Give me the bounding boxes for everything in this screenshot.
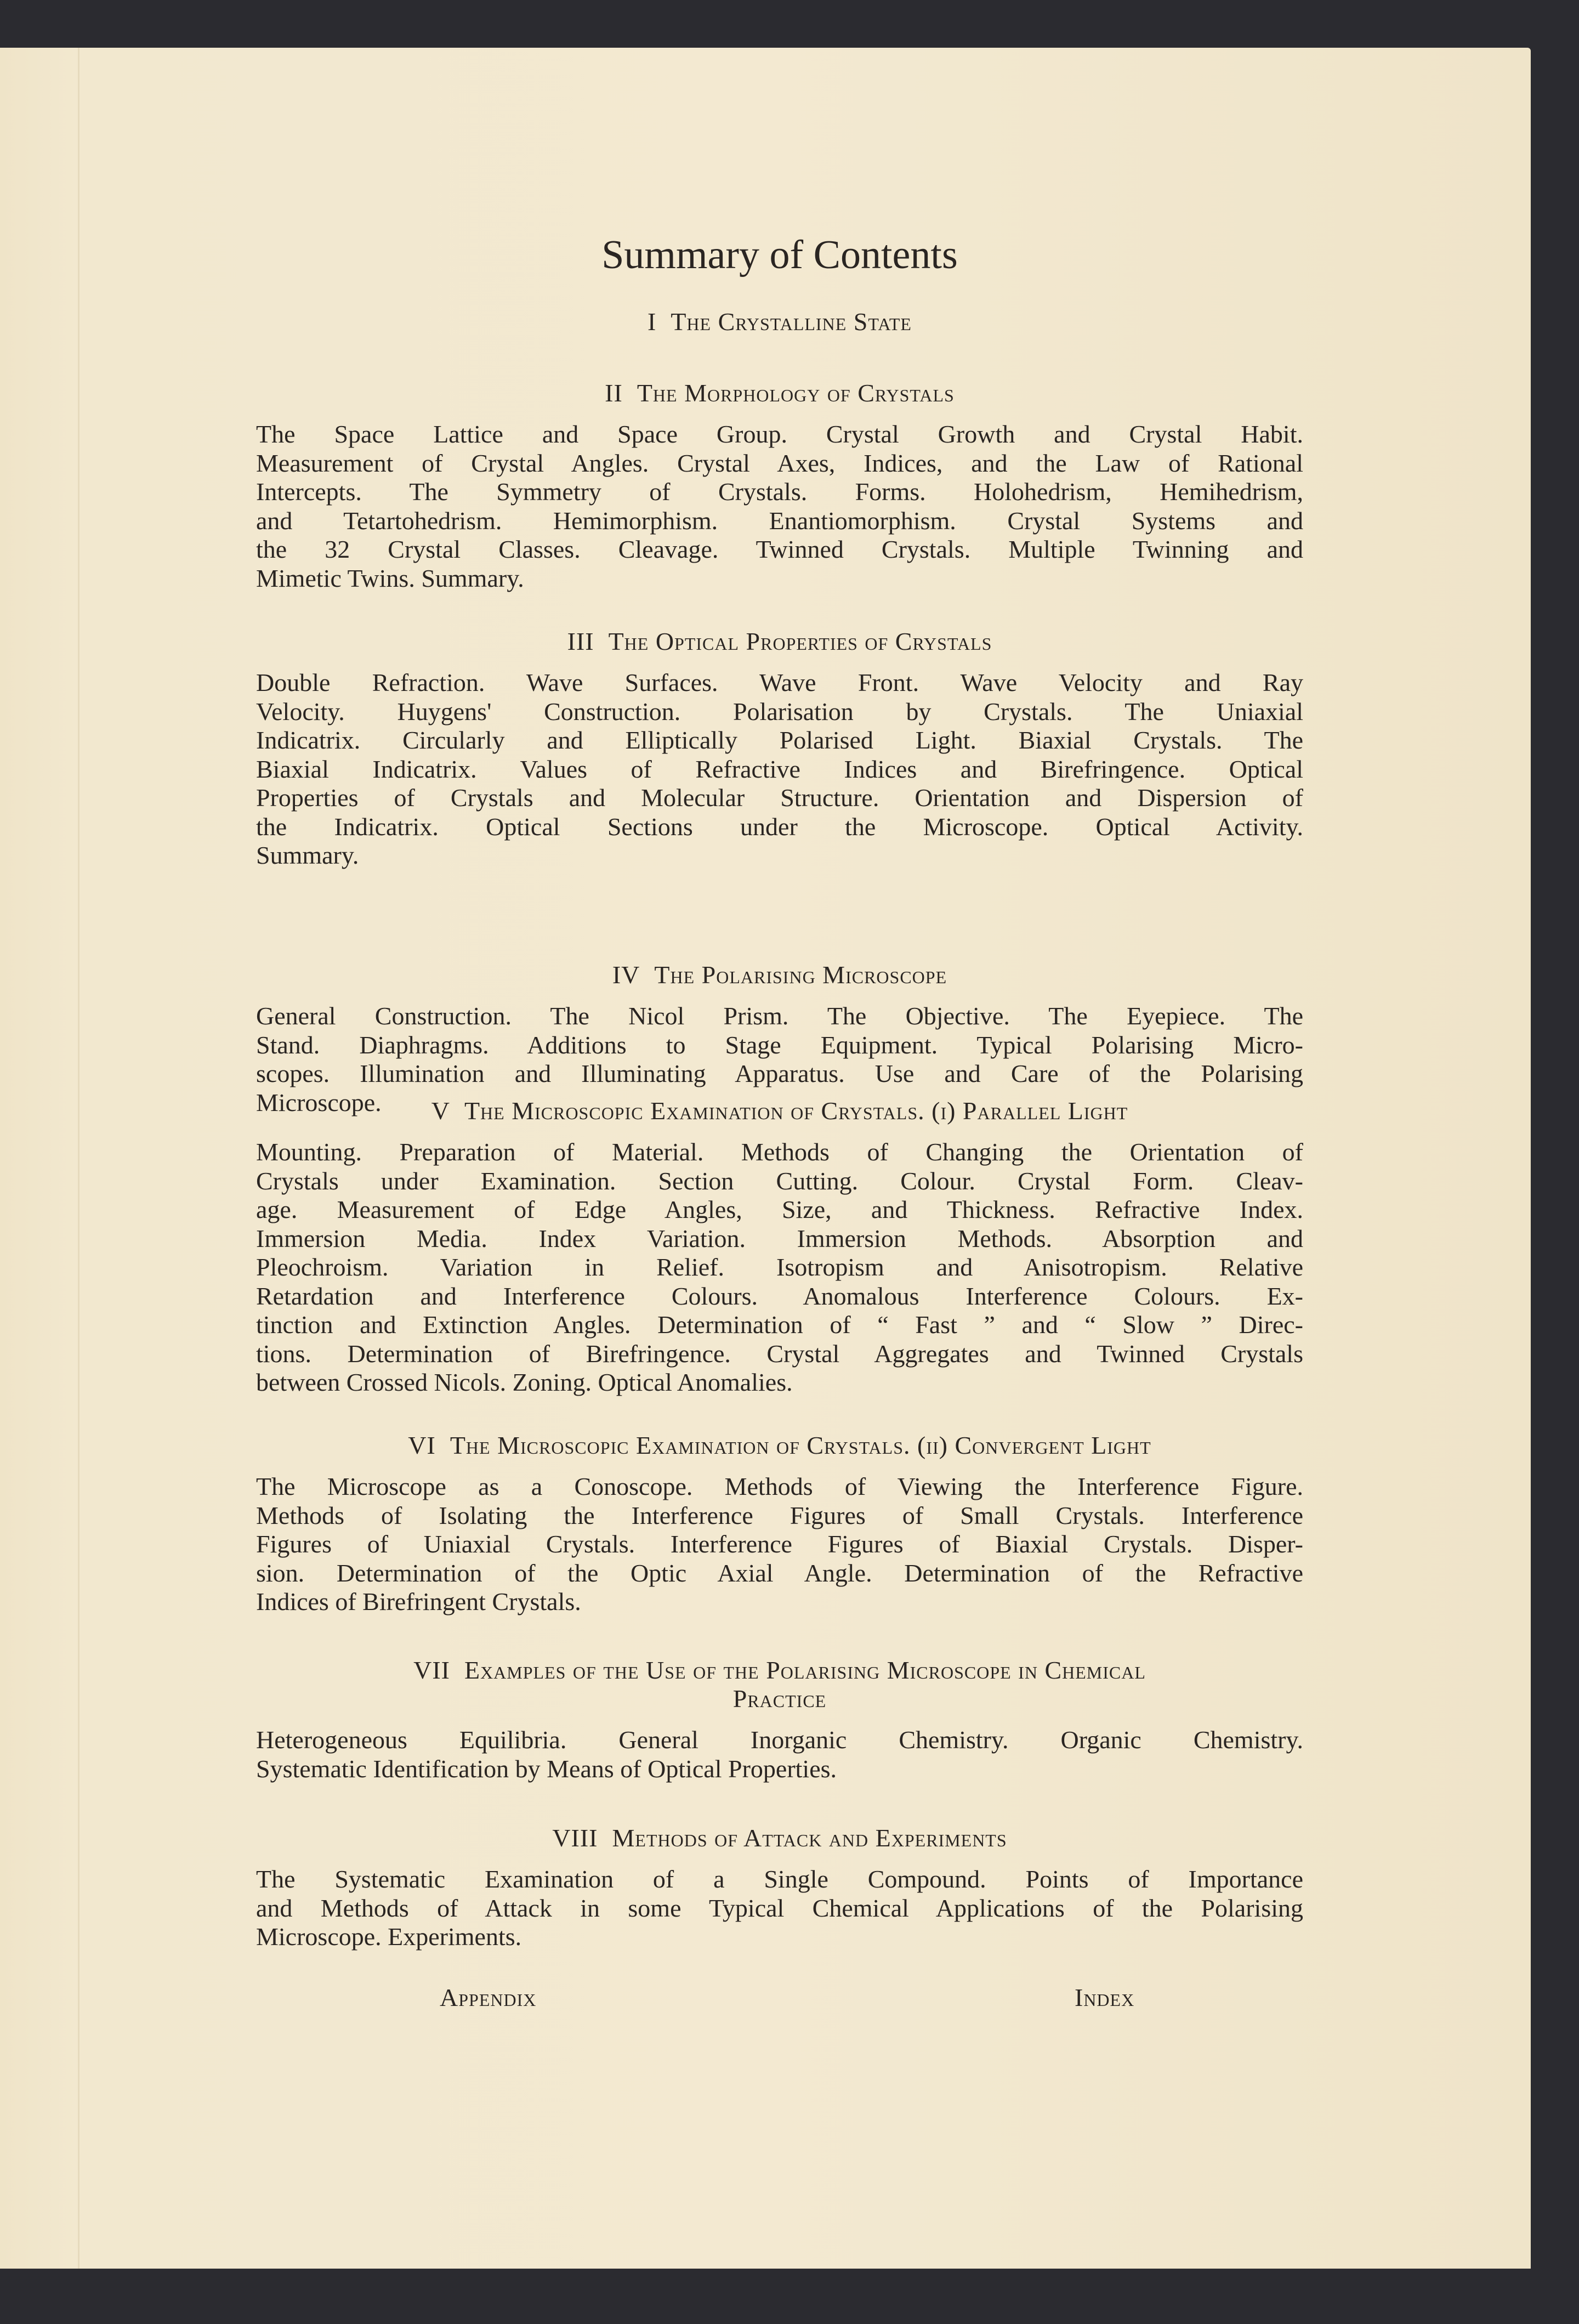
chapter-summary-line: The Systematic Examination of a Single Compound. Points of Importance — [256, 1865, 1303, 1893]
chapter-summary-line: Double Refraction. Wave Surfaces. Wave Front. Wave Velocity and Ray — [256, 668, 1303, 696]
chapter-summary-line: Figures of Uniaxial Crystals. Interference Figures of Biaxial Crystals. Disper- — [256, 1530, 1303, 1558]
chapter-title: Examples of the Use of the Polarising Microscope in Chemical — [464, 1656, 1146, 1684]
chapter-heading — [256, 378, 1303, 407]
chapter-summary-line: Methods of Isolating the Interference Figures of Small Crystals. Interference — [256, 1501, 1303, 1529]
chapter-numeral: IV — [612, 961, 640, 989]
chapter-title: The Crystalline State — [671, 308, 912, 336]
chapter-heading — [256, 1656, 1303, 1685]
chapter-numeral: VI — [408, 1431, 436, 1459]
chapter-numeral: II — [605, 379, 623, 407]
chapter-numeral: III — [567, 627, 594, 655]
chapter-summary-line: age. Measurement of Edge Angles, Size, and Thickness. Refractive Index. — [256, 1195, 1303, 1223]
chapter-title-continued: Practice — [732, 1685, 827, 1713]
chapter-summary-line: Microscope. Experiments. — [256, 1923, 522, 1951]
chapter-summary-line: tions. Determination of Birefringence. Crystal Aggregates and Twinned Crystals — [256, 1339, 1303, 1368]
chapter-summary-line: the 32 Crystal Classes. Cleavage. Twinned Crystals. Multiple Twinning and — [256, 535, 1303, 563]
chapter-heading — [256, 1431, 1303, 1460]
chapter-numeral: V — [431, 1097, 450, 1125]
chapter-summary-line: Stand. Diaphragms. Additions to Stage Equipment. Typical Polarising Micro- — [256, 1030, 1303, 1059]
chapter-title: The Morphology of Crystals — [637, 379, 955, 407]
chapter-summary-line: Mimetic Twins. Summary. — [256, 564, 524, 592]
chapter-summary-line: Summary. — [256, 841, 359, 869]
book-page — [0, 48, 1531, 2269]
page-title: Summary of Contents — [601, 233, 958, 277]
chapter-summary-line: The Microscope as a Conoscope. Methods of Viewing the Interference Figure. — [256, 1472, 1303, 1500]
chapter-numeral: VIII — [552, 1824, 598, 1852]
chapter-title: The Polarising Microscope — [654, 961, 947, 989]
chapter-summary-line: Immersion Media. Index Variation. Immersion Methods. Absorption and — [256, 1224, 1303, 1252]
appendix-entry: Appendix — [440, 1983, 537, 2011]
page-fold — [78, 48, 79, 2269]
chapter-heading — [256, 1823, 1303, 1852]
chapter-summary-line: Biaxial Indicatrix. Values of Refractive Indices and Birefringence. Optical — [256, 755, 1303, 783]
chapter-summary-line: Indices of Birefringent Crystals. — [256, 1588, 581, 1616]
chapter-heading — [256, 1096, 1303, 1125]
chapter-summary-line: Measurement of Crystal Angles. Crystal Axes, Indices, and the Law of Rational — [256, 449, 1303, 477]
chapter-summary-line: The Space Lattice and Space Group. Crystal Growth and Crystal Habit. — [256, 420, 1303, 448]
chapter-summary-line: sion. Determination of the Optic Axial Angle. Determination of the Refractive — [256, 1558, 1303, 1587]
chapter-numeral: I — [647, 308, 657, 336]
chapter-summary-line: Mounting. Preparation of Material. Methods of Changing the Orientation of — [256, 1138, 1303, 1166]
chapter-numeral: VII — [413, 1656, 450, 1684]
chapter-summary-line: Microscope. — [256, 1088, 382, 1116]
chapter-summary-line: Systematic Identification by Means of Optical Properties. — [256, 1754, 837, 1783]
chapter-summary-line: tinction and Extinction Angles. Determination of “ Fast ” and “ Slow ” Direc- — [256, 1311, 1303, 1339]
chapter-summary-line: Properties of Crystals and Molecular Structure. Orientation and Dispersion of — [256, 784, 1303, 812]
chapter-summary-line: Heterogeneous Equilibria. General Inorganic Chemistry. Organic Chemistry. — [256, 1726, 1303, 1754]
chapter-heading — [256, 307, 1303, 336]
chapter-summary-line: Indicatrix. Circularly and Elliptically Polarised Light. Biaxial Crystals. The — [256, 726, 1303, 754]
chapter-heading — [256, 627, 1303, 656]
chapter-summary-line: Velocity. Huygens' Construction. Polarisation by Crystals. The Uniaxial — [256, 697, 1303, 725]
chapter-title: Methods of Attack and Experiments — [612, 1824, 1007, 1852]
chapter-summary-line: between Crossed Nicols. Zoning. Optical Anomalies. — [256, 1368, 793, 1396]
chapter-summary-line: and Methods of Attack in some Typical Chemical Applications of the Polarising — [256, 1894, 1303, 1922]
chapter-heading — [256, 960, 1303, 989]
chapter-summary-line: Intercepts. The Symmetry of Crystals. Forms. Holohedrism, Hemihedrism, — [256, 478, 1303, 506]
index-entry: Index — [1075, 1983, 1135, 2011]
chapter-summary-line: and Tetartohedrism. Hemimorphism. Enantiomorphism. Crystal Systems and — [256, 506, 1303, 535]
chapter-summary-line: Crystals under Examination. Section Cutting. Colour. Crystal Form. Cleav- — [256, 1166, 1303, 1195]
chapter-title: The Microscopic Examination of Crystals. (ii) Convergent Light — [450, 1431, 1151, 1459]
chapter-summary-line: Pleochroism. Variation in Relief. Isotropism and Anisotropism. Relative — [256, 1253, 1303, 1281]
chapter-summary-line: scopes. Illumination and Illuminating Apparatus. Use and Care of the Polarising — [256, 1059, 1303, 1087]
chapter-summary-line: the Indicatrix. Optical Sections under the Microscope. Optical Activity. — [256, 812, 1303, 841]
chapter-title: The Microscopic Examination of Crystals. (i) Parallel Light — [464, 1097, 1128, 1125]
chapter-title: The Optical Properties of Crystals — [608, 627, 992, 655]
chapter-summary-line: General Construction. The Nicol Prism. The Objective. The Eyepiece. The — [256, 1002, 1303, 1030]
chapter-summary-line: Retardation and Interference Colours. Anomalous Interference Colours. Ex- — [256, 1282, 1303, 1310]
